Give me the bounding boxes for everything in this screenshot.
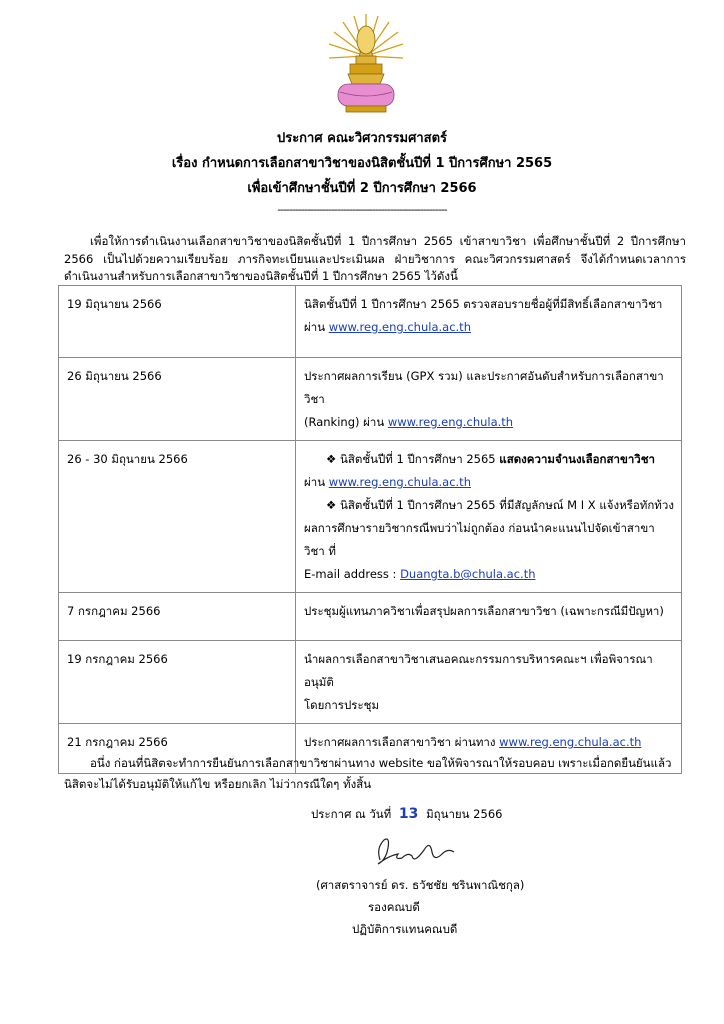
schedule-activity	[296, 286, 682, 358]
university-seal-icon	[326, 12, 406, 116]
announcement-header	[0, 126, 724, 219]
schedule-activity	[296, 441, 682, 593]
schedule-table	[58, 285, 682, 774]
schedule-date: 7 กรกฎาคม 2566	[59, 593, 296, 641]
announcement-title: ประกาศ คณะวิศวกรรมศาสตร์	[276, 131, 448, 146]
activity-prefix: (Ranking) ผ่าน	[304, 415, 388, 429]
activity-text: ประชุมผู้แทนภาควิชาเพื่อสรุปผลการเลือกสาขาวิชา (เฉพาะกรณีมีปัญหา)	[304, 604, 664, 618]
bullet-text: นิสิตชั้นปีที่ 1 ปีการศึกษา 2565 ที่มีสัญลักษณ์ M I X แจ้งหรือทักท้วง	[339, 498, 674, 512]
bullet-text-line2: ผลการศึกษารายวิชากรณีพบว่าไม่ถูกต้อง ก่อนนำคะแนนไปจัดเข้าสาขาวิชา ที่	[304, 521, 655, 558]
activity-text-line2	[304, 316, 675, 339]
table-row	[59, 593, 682, 641]
activity-text	[304, 731, 675, 754]
activity-text-line2	[304, 411, 675, 434]
bullet-text: นิสิตชั้นปีที่ 1 ปีการศึกษา 2565	[339, 452, 500, 466]
schedule-activity	[296, 358, 682, 441]
bullet-diamond-icon: ❖	[326, 498, 337, 512]
signer-acting: ปฏิบัติการแทนคณบดี	[352, 922, 458, 936]
signer-title: รองคณบดี	[368, 900, 420, 914]
intro-paragraph	[64, 233, 686, 286]
activity-prefix: ผ่าน	[304, 475, 329, 489]
bullet-emphasis: แสดงความจำนงเลือกสาขาวิชา	[499, 452, 656, 466]
reg-link[interactable]: www.reg.eng.chula.ac.th	[328, 320, 471, 334]
activity-text: นิสิตชั้นปีที่ 1 ปีการศึกษา 2565 ตรวจสอบรายชื่อผู้ที่มีสิทธิ์เลือกสาขาวิชา	[304, 297, 663, 311]
schedule-activity	[296, 641, 682, 724]
activity-prefix: ผ่าน	[304, 320, 329, 334]
header-divider: ---------------------------------------------------------	[277, 203, 447, 216]
table-row	[59, 441, 682, 593]
schedule-activity	[296, 593, 682, 641]
activity-text-line2: โดยการประชุม	[304, 698, 380, 712]
announcement-subject: เรื่อง กำหนดการเลือกสาขาวิชาของนิสิตชั้นปีที่ 1 ปีการศึกษา 2565	[171, 156, 553, 171]
activity-text: นำผลการเลือกสาขาวิชาเสนอคณะกรรมการบริหารคณะฯ เพื่อพิจารณาอนุมัติ	[304, 652, 653, 689]
bullet-text-line2	[304, 471, 675, 494]
email-label: E-mail address :	[304, 567, 401, 581]
bullet-diamond-icon: ❖	[326, 452, 337, 466]
schedule-date: 26 - 30 มิถุนายน 2566	[59, 441, 296, 593]
bullet-item	[304, 448, 675, 471]
schedule-date: 21 กรกฎาคม 2566	[59, 724, 296, 774]
signer-name: (ศาสตราจารย์ ดร. ธวัชชัย ชรินพาณิชกุล)	[316, 878, 525, 892]
note-paragraph	[64, 753, 688, 795]
email-link[interactable]: Duangta.b@chula.ac.th	[400, 567, 536, 581]
bullet-text-line3	[304, 563, 675, 586]
announcement-month-year: มิถุนายน 2566	[426, 807, 503, 821]
bullet-item	[304, 494, 675, 517]
announcement-date-prefix: ประกาศ ณ วันที่	[311, 807, 392, 821]
table-row	[59, 641, 682, 724]
announcement-day: 13	[398, 806, 419, 822]
signature-icon	[368, 830, 458, 870]
schedule-date: 26 มิถุนายน 2566	[59, 358, 296, 441]
reg-link[interactable]: www.reg.eng.chula.th	[387, 415, 514, 429]
note-text: อนึ่ง ก่อนที่นิสิตจะทำการยืนยันการเลือกสาขาวิชาผ่านทาง website ขอให้พิจารณาให้รอบคอบ เพราะเมื่อกดยืนยันแล้ว นิสิตจะไม่ได้รับอนุมัติให้แก้ไข หรือยกเลิก ไม่ว่ากรณีใดๆ ทั้งสิ้น	[64, 756, 672, 791]
activity-prefix: ประกาศผลการเลือกสาขาวิชา ผ่านทาง	[304, 735, 500, 749]
announcement-subject-continued: เพื่อเข้าศึกษาชั้นปีที่ 2 ปีการศึกษา 2566	[247, 181, 477, 196]
schedule-date: 19 มิถุนายน 2566	[59, 286, 296, 358]
activity-text: ประกาศผลการเรียน (GPX รวม) และประกาศอันดับสำหรับการเลือกสาขาวิชา	[304, 369, 664, 406]
schedule-date: 19 กรกฎาคม 2566	[59, 641, 296, 724]
reg-link[interactable]: www.reg.eng.chula.ac.th	[328, 475, 471, 489]
announcement-date	[311, 806, 502, 824]
table-row	[59, 358, 682, 441]
intro-text: เพื่อให้การดำเนินงานเลือกสาขาวิชาของนิสิตชั้นปีที่ 1 ปีการศึกษา 2565 เข้าสาขาวิชา เพื่อศึกษาชั้นปีที่ 2 ปีการศึกษา 2566 เป็นไปด้วยความเรียบร้อย ภารกิจทะเบียนและประเมินผล ฝ่ายวิชาการ คณะวิศวกรรมศาสตร์ จึงได้กำหนดเวลาการดำเนินงานสำหรับการเลือกสาขาวิชาของนิสิตชั้นปีที่ 1 ปีการศึกษา 2565 ไว้ดังนี้	[64, 234, 686, 283]
table-row	[59, 286, 682, 358]
reg-link[interactable]: www.reg.eng.chula.ac.th	[499, 735, 642, 749]
